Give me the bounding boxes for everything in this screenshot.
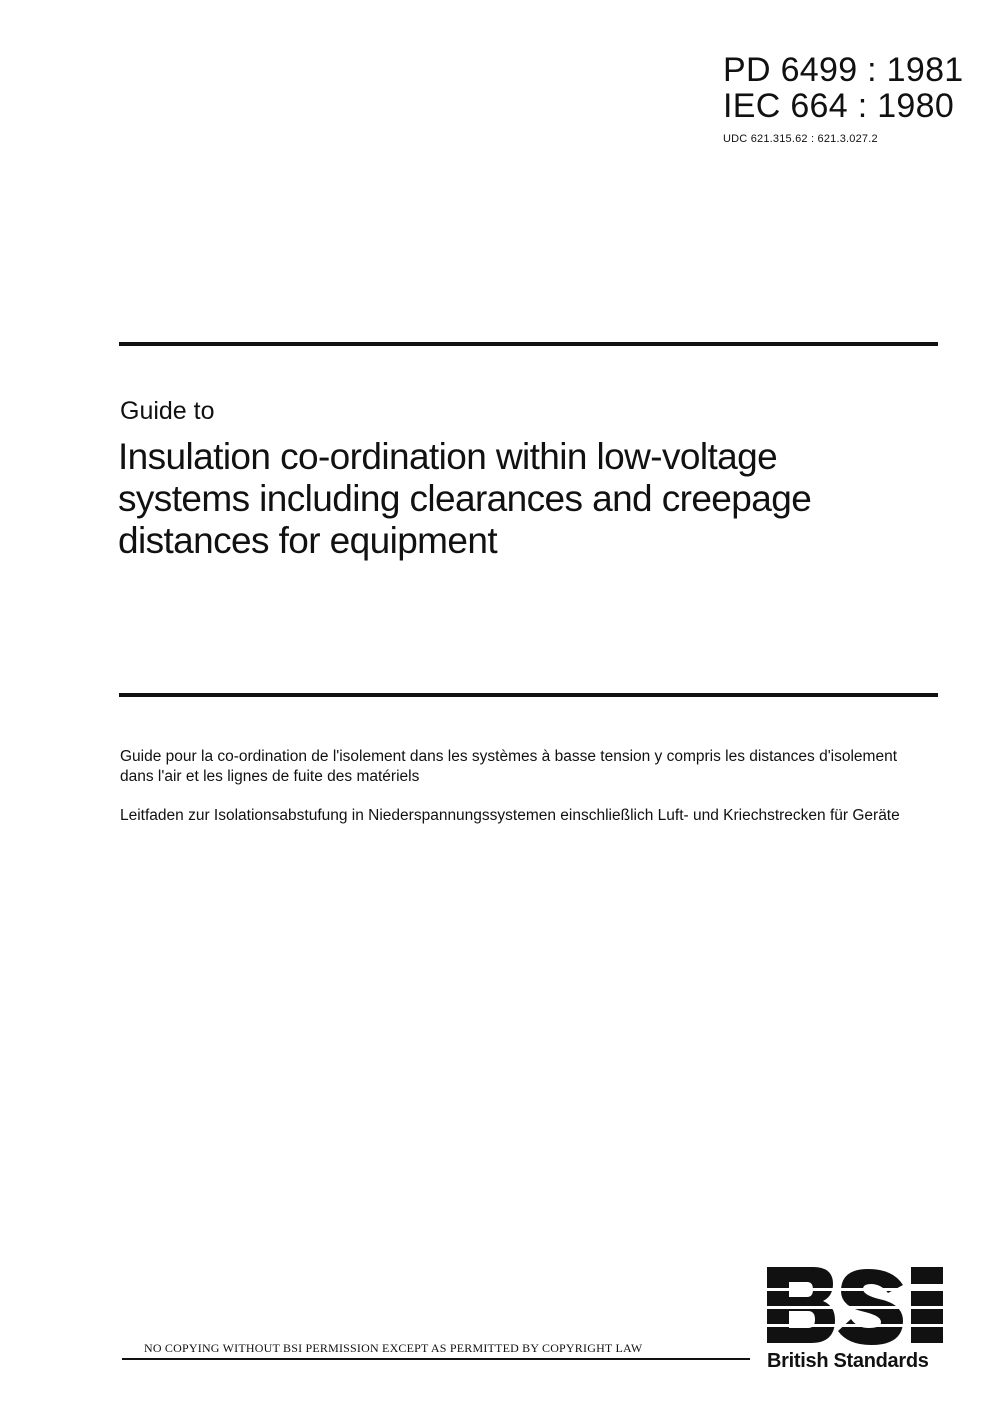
title-bottom-rule <box>119 693 938 697</box>
standard-numbers-block <box>723 51 964 146</box>
french-title: Guide pour la co-ordination de l'isolement dans les systèmes à basse tension y compris les distances d'isolement dans l'air et les lignes de fuite des matériels <box>120 748 898 785</box>
title-lead: Guide to <box>120 397 215 425</box>
copyright-notice: NO COPYING WITHOUT BSI PERMISSION EXCEPT AS PERMITTED BY COPYRIGHT LAW <box>122 1341 750 1360</box>
title-top-rule <box>119 342 938 346</box>
iec-number: IEC 664 : 1980 <box>723 87 955 125</box>
main-title: Insulation co-ordination within low-voltage systems including clearances and creepage distances for equipment <box>118 436 812 561</box>
british-standards-label: British Standards <box>767 1350 929 1372</box>
udc-code: UDC 621.315.62 : 621.3.027.2 <box>723 133 878 145</box>
pd-number: PD 6499 : 1981 <box>723 51 964 89</box>
german-title: Leitfaden zur Isolationsabstufung in Niederspannungssystemen einschließlich Luft- und Kriechstrecken für Geräte <box>120 807 900 824</box>
bsi-logo-mark <box>765 1265 945 1345</box>
